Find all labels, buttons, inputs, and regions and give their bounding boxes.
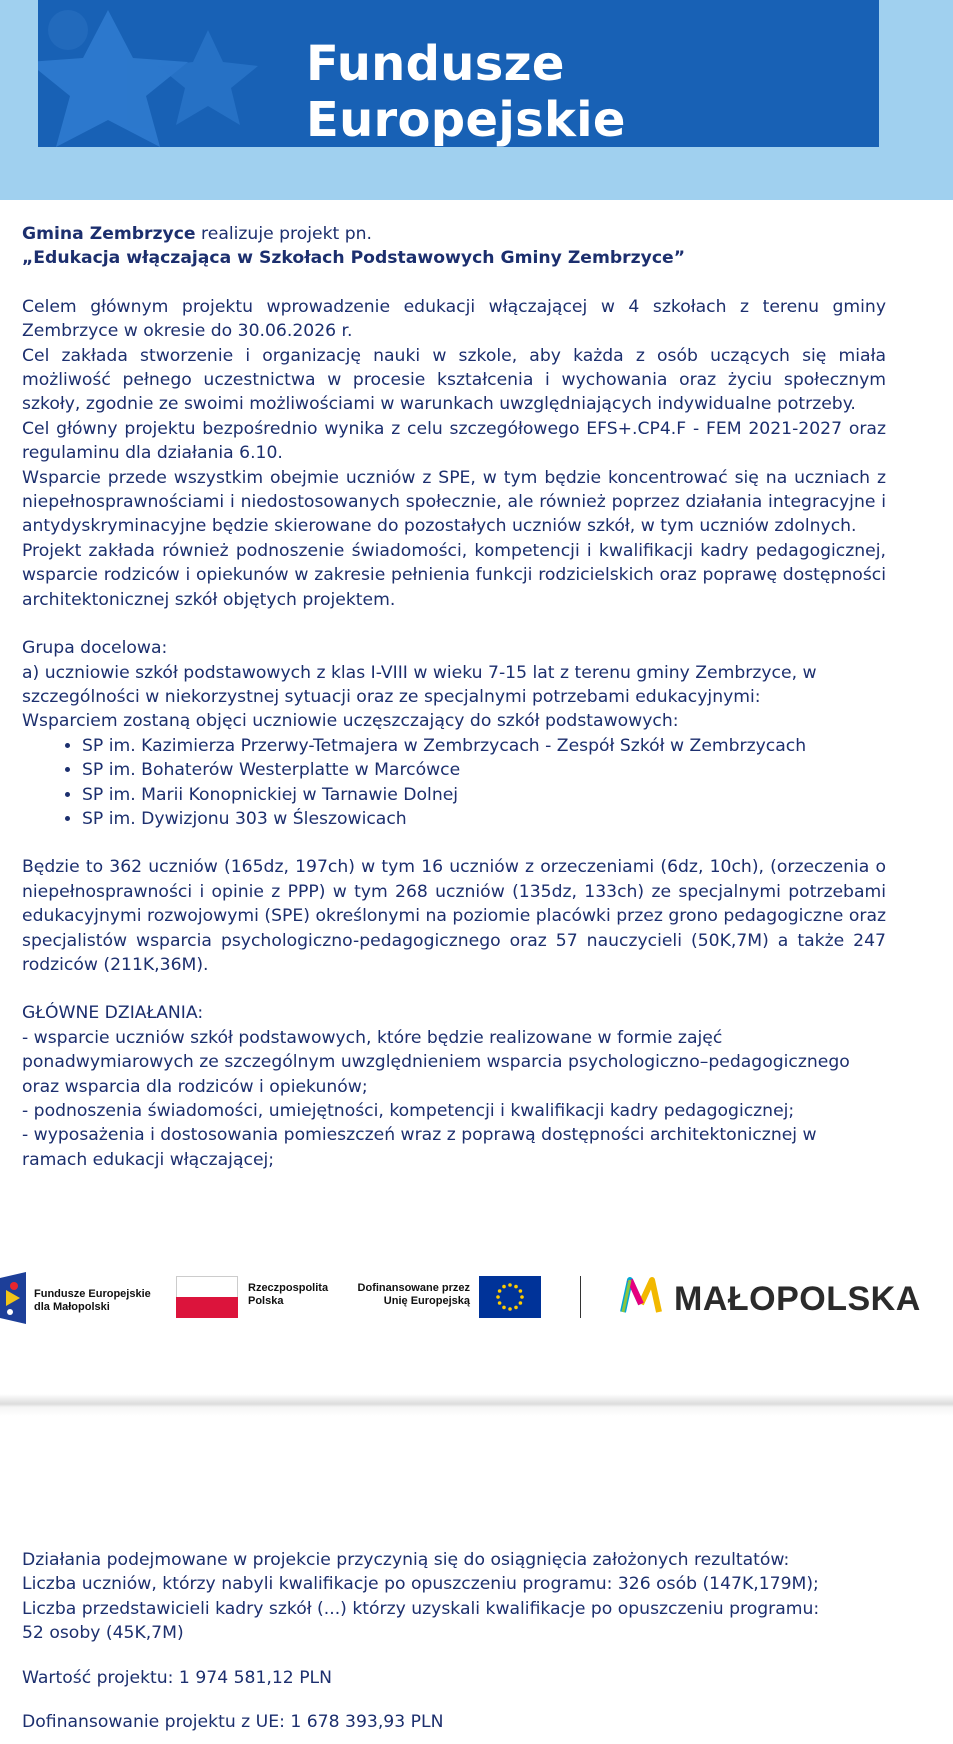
section-divider — [0, 1394, 953, 1416]
project-name: „Edukacja włączająca w Szkołach Podstawowych Gminy Zembrzyce” — [22, 248, 685, 269]
funding-logos-strip — [0, 1268, 953, 1328]
malopolska-m-icon — [620, 1274, 662, 1316]
description-p3: Cel główny projektu bezpośrednio wynika z celu szczegółowego EFS+.CP4.F - FEM 2021-2027 oraz regulaminu dla działania 6.10. — [22, 418, 886, 464]
target-group-line-a: a) uczniowie szkół podstawowych z klas I-VIII w wieku 7-15 lat z terenu gminy Zembrzyce, w szczególności w niekorzystnej sytuacji oraz ze specjalnymi potrzebami edukacyjnymi: — [22, 662, 817, 707]
result-item: Liczba uczniów, którzy nabyli kwalifikacje po opuszczeniu programu: 326 osób (147K,179M); — [22, 1574, 819, 1595]
result-item: 52 osoby (45K,7M) — [22, 1623, 184, 1644]
eu-funding-value: Dofinansowanie projektu z UE: 1 678 393,93 PLN — [22, 1712, 444, 1733]
activities-heading: GŁÓWNE DZIAŁANIA: — [22, 1003, 204, 1024]
ue-logo-line1: Dofinansowane przez — [357, 1282, 470, 1294]
school-item: • SP im. Bohaterów Westerplatte w Marcówce — [82, 758, 886, 782]
intro-line — [22, 222, 886, 246]
fe-logo-line2: dla Małopolski — [34, 1301, 110, 1313]
rzeczpospolita-logo — [176, 1276, 329, 1322]
participant-numbers: Będzie to 362 uczniów (165dz, 197ch) w tym 16 uczniów z orzeczeniami (6dz, 10ch), (orzeczenia o niepełnosprawności i opinie z PPP) w tym 268 uczniów (135dz, 133ch) ze specjalnymi potrzebami edukacyjnymi rozwojowymi (SPE) określonymi na poziomie placówki przez grono pedagogiczne oraz specjalistów wsparcia psychologiczno-pedagogicznego oraz 57 nauczycieli (50K,7M) a także 247 rodziców (211K,36M). — [22, 857, 886, 975]
target-group-heading: Grupa docelowa: — [22, 638, 168, 659]
project-value: Wartość projektu: 1 974 581,12 PLN — [22, 1667, 332, 1688]
rp-logo-line1: Rzeczpospolita — [248, 1282, 329, 1294]
poland-flag-icon — [176, 1276, 238, 1318]
activity-item: - wsparcie uczniów szkół podstawowych, które będzie realizowane w formie zajęć ponadwymiarowych ze szczególnym uwzględnieniem wsparcia psychologiczno–pedagogicznego oraz wsparcia dla rodziców i opiekunów; — [22, 1027, 850, 1097]
description-p1: Celem głównym projektu wprowadzenie edukacji włączającej w 4 szkołach z terenu gminy Zembrzyce w okresie do 30.06.2026 r. — [22, 296, 886, 342]
description-p5: Projekt zakłada również podnoszenie świadomości, kompetencji i kwalifikacji kadry pedagogicznej, wsparcie rodziców i opiekunów w zakresie pełnienia funkcji rodzicielskich oraz poprawę dostępności architektonicznej szkół objętych projektem. — [22, 540, 886, 610]
activity-item: - wyposażenia i dostosowania pomieszczeń wraz z poprawą dostępności architektonicznej w ramach edukacji włączającej; — [22, 1125, 817, 1170]
project-results — [22, 1548, 902, 1734]
description-p4: Wsparcie przede wszystkim obejmie uczniów z SPE, w tym będzie koncentrować się na uczniach z niepełnosprawnościami i niedostosowanych społecznie, ale również poprzez działania integracyjne i antydyskryminacyjne będzie skierowane do pozostałych uczniów szkół, w tym uczniów zdolnych. — [22, 467, 886, 537]
support-line: Wsparciem zostaną objęci uczniowie uczęszczający do szkół podstawowych: — [22, 711, 679, 732]
fe-logo-line1: Fundusze Europejskie — [34, 1288, 151, 1300]
malopolska-logo — [620, 1274, 921, 1320]
hero-title: Fundusze Europejskie — [306, 36, 626, 147]
rp-logo-line2: Polska — [248, 1295, 284, 1307]
logo-divider — [580, 1276, 581, 1318]
fundusze-europejskie-banner — [38, 0, 879, 147]
ue-logo-line2: Unię Europejską — [383, 1295, 470, 1307]
fe-star-icon — [0, 1272, 26, 1324]
malopolska-wordmark: MAŁOPOLSKA — [674, 1280, 921, 1318]
result-item: Liczba przedstawicieli kadry szkół (...) którzy uzyskali kwalifikacje po opuszczeniu programu: — [22, 1598, 820, 1619]
organization-name: Gmina Zembrzyce — [22, 224, 196, 244]
fe-malopolska-logo — [0, 1272, 151, 1328]
eu-funds-star-graphic — [38, 0, 268, 147]
description-p2: Cel zakłada stworzenie i organizację nauki w szkole, aby każda z osób uczących się miała możliwość pełnego uczestnictwa w procesie kształcenia i wychowania oraz życiu społecznym szkoły, zgodnie ze swoimi możliwościami w warunkach uwzględniających indywidualne potrzeby. — [22, 345, 886, 415]
school-item: • SP im. Marii Konopnickiej w Tarnawie Dolnej — [82, 783, 886, 807]
school-item: • SP im. Kazimierza Przerwy-Tetmajera w Zembrzycach - Zespół Szkół w Zembrzycach — [82, 734, 886, 758]
school-item: • SP im. Dywizjonu 303 w Śleszowicach — [82, 807, 886, 831]
eu-flag-icon — [479, 1276, 541, 1318]
project-description — [22, 222, 886, 1172]
school-list — [22, 734, 886, 832]
activity-item: - podnoszenia świadomości, umiejętności, kompetencji i kwalifikacji kadry pedagogicznej; — [22, 1101, 795, 1121]
hero-banner — [0, 0, 953, 200]
results-lead: Działania podejmowane w projekcie przyczynią się do osiągnięcia założonych rezultatów: — [22, 1550, 790, 1570]
intro-text: realizuje projekt pn. — [195, 224, 373, 244]
